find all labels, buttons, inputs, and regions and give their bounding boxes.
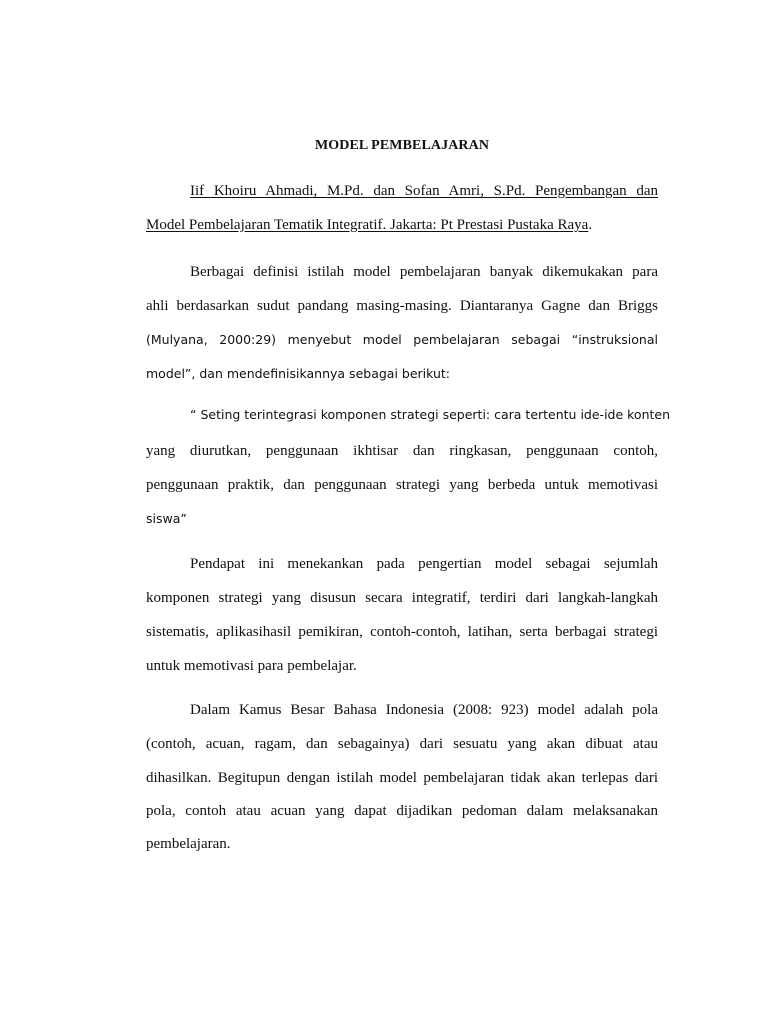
paragraph-1-line-1: Berbagai definisi istilah model pembelajaran banyak dikemukakan para: [190, 264, 658, 280]
quote-line-1: “ Seting terintegrasi komponen strategi seperti: cara tertentu ide-ide konten: [190, 407, 671, 422]
paragraph-3-line-1: Dalam Kamus Besar Bahasa Indonesia (2008: 923) model adalah pola: [190, 702, 658, 718]
quote-line-4: siswa”: [146, 511, 187, 526]
paragraph-2-line-3: sistematis, aplikasihasil pemikiran, contoh-contoh, latihan, serta berbagai strategi: [146, 624, 658, 640]
reference-link-part-2[interactable]: Model Pembelajaran Tematik Integratif. Jakarta: Pt Prestasi Pustaka Raya: [146, 217, 589, 233]
paragraph-3-line-4: pola, contoh atau acuan yang dapat dijadikan pedoman dalam melaksanakan: [146, 803, 658, 819]
paragraph-3-line-2: (contoh, acuan, ragam, dan sebagainya) dari sesuatu yang akan dibuat atau: [146, 736, 658, 752]
paragraph-3-line-3: dihasilkan. Begitupun dengan istilah model pembelajaran tidak akan terlepas dari: [146, 770, 658, 786]
paragraph-2-line-4: untuk memotivasi para pembelajar.: [146, 658, 357, 674]
document-title: MODEL PEMBELAJARAN: [314, 138, 490, 153]
quote-line-2: yang diurutkan, penggunaan ikhtisar dan ringkasan, penggunaan contoh,: [146, 443, 658, 459]
reference-line-1: [146, 181, 658, 201]
paragraph-1-line-2: ahli berdasarkan sudut pandang masing-masing. Diantaranya Gagne dan Briggs: [146, 298, 658, 314]
quote-line-3: penggunaan praktik, dan penggunaan strategi yang berbeda untuk memotivasi: [146, 477, 658, 493]
paragraph-2-line-1: Pendapat ini menekankan pada pengertian model sebagai sejumlah: [190, 556, 658, 572]
paragraph-1-line-3: (Mulyana, 2000:29) menyebut model pembelajaran sebagai “instruksional: [146, 332, 658, 347]
paragraph-3-line-5: pembelajaran.: [146, 836, 231, 852]
paragraph-2-line-2: komponen strategi yang disusun secara integratif, terdiri dari langkah-langkah: [146, 590, 658, 606]
paragraph-1-line-4: model”, dan mendefinisikannya sebagai berikut:: [146, 366, 451, 381]
reference-line-2: [146, 215, 658, 235]
reference-link-part-1[interactable]: Iif Khoiru Ahmadi, M.Pd. dan Sofan Amri, S.Pd. Pengembangan dan: [190, 183, 658, 199]
reference-period: .: [588, 217, 593, 233]
